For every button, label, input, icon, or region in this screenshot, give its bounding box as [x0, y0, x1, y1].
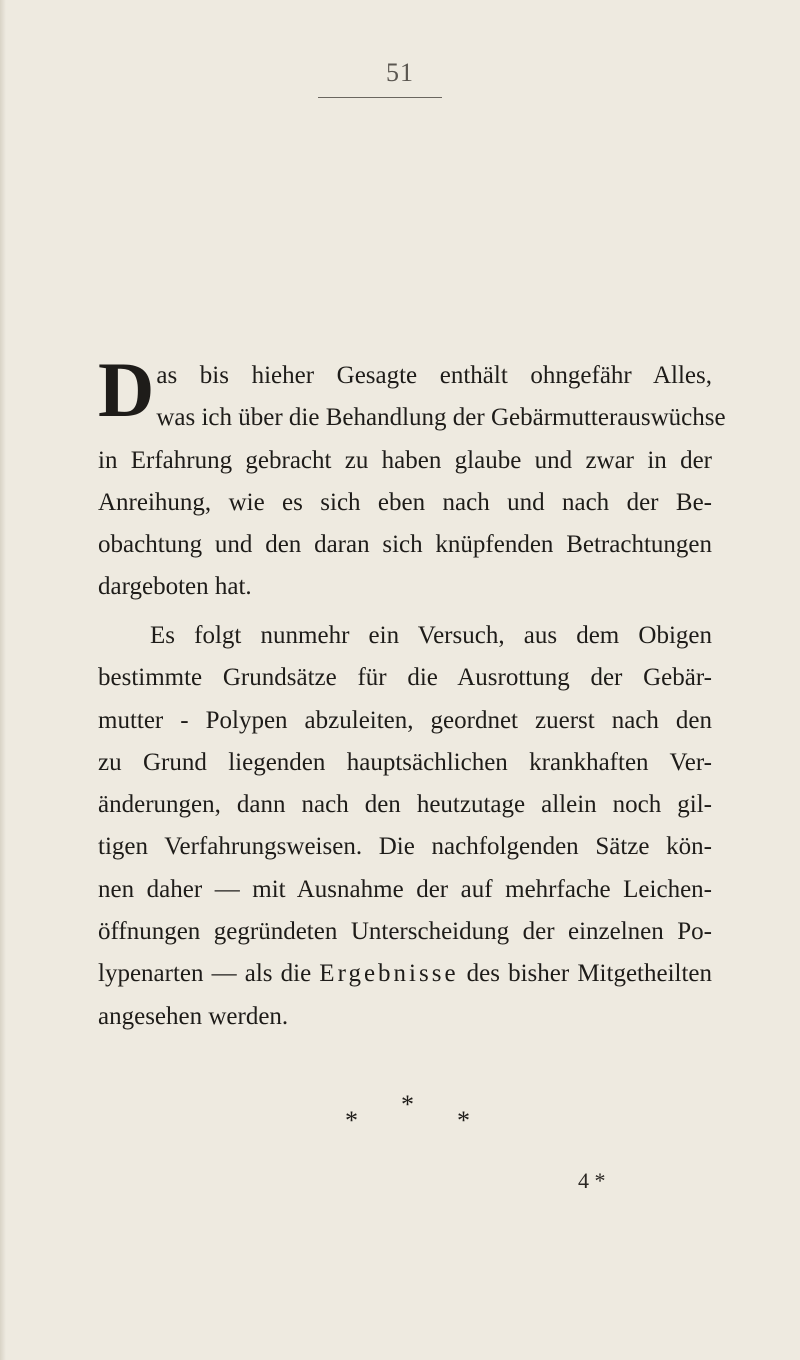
page-number: 51 [386, 58, 414, 87]
paragraph-line: dargeboten hat. [98, 573, 252, 601]
paragraph-line: zu Grund liegenden hauptsächlichen krankhaften Ver- [98, 748, 712, 776]
paragraph-2 [98, 615, 712, 1038]
paragraph-1 [98, 346, 726, 609]
paragraph-line: Es folgt nunmehr ein Versuch, aus dem Obigen [150, 622, 712, 649]
paragraph-line: as bis hieher Gesagte enthält ohngefähr Alles, [156, 362, 712, 389]
paragraph-line: änderungen, dann nach den heutzutage allein noch gil- [98, 791, 712, 819]
emphasized-word: Ergebnisse [319, 960, 459, 988]
paragraph-line: tigen Verfahrungsweisen. Die nachfolgenden Sätze kön- [98, 833, 712, 861]
paragraph-line: öffnungen gegründeten Unterscheidung der einzelnen Po- [98, 918, 712, 946]
page-edge [0, 0, 6, 1360]
asterisk-right: * [457, 1106, 470, 1135]
paragraph-line: in Erfahrung gebracht zu haben glaube und zwar in der [98, 446, 712, 474]
drop-cap: D [98, 346, 155, 433]
printer-signature: 4 * [578, 1168, 606, 1193]
paragraph-line: nen daher — mit Ausnahme der auf mehrfache Leichen- [98, 875, 712, 903]
paragraph-line: Anreihung, wie es sich eben nach und nach der Be- [98, 488, 712, 516]
paragraph-line: bestimmte Grundsätze für die Ausrottung der Gebär- [98, 664, 712, 692]
line-text: des bisher Mitgetheilten [466, 960, 713, 988]
line-text: lypenarten — als die [98, 960, 312, 988]
paragraph-line: mutter - Polypen abzuleiten, geordnet zuerst nach den [98, 706, 712, 734]
asterisk-left: * [345, 1106, 358, 1135]
header-rule [318, 97, 442, 98]
paragraph-line: angesehen werden. [98, 1002, 289, 1030]
asterism-ornament [345, 1090, 485, 1150]
paragraph-line-spaced [98, 953, 712, 995]
paragraph-line: was ich über die Behandlung der Gebärmutterauswüchse [156, 404, 726, 432]
paragraph-line: obachtung und den daran sich knüpfenden Betrachtungen [98, 531, 712, 559]
asterisk-middle: * [401, 1090, 414, 1119]
